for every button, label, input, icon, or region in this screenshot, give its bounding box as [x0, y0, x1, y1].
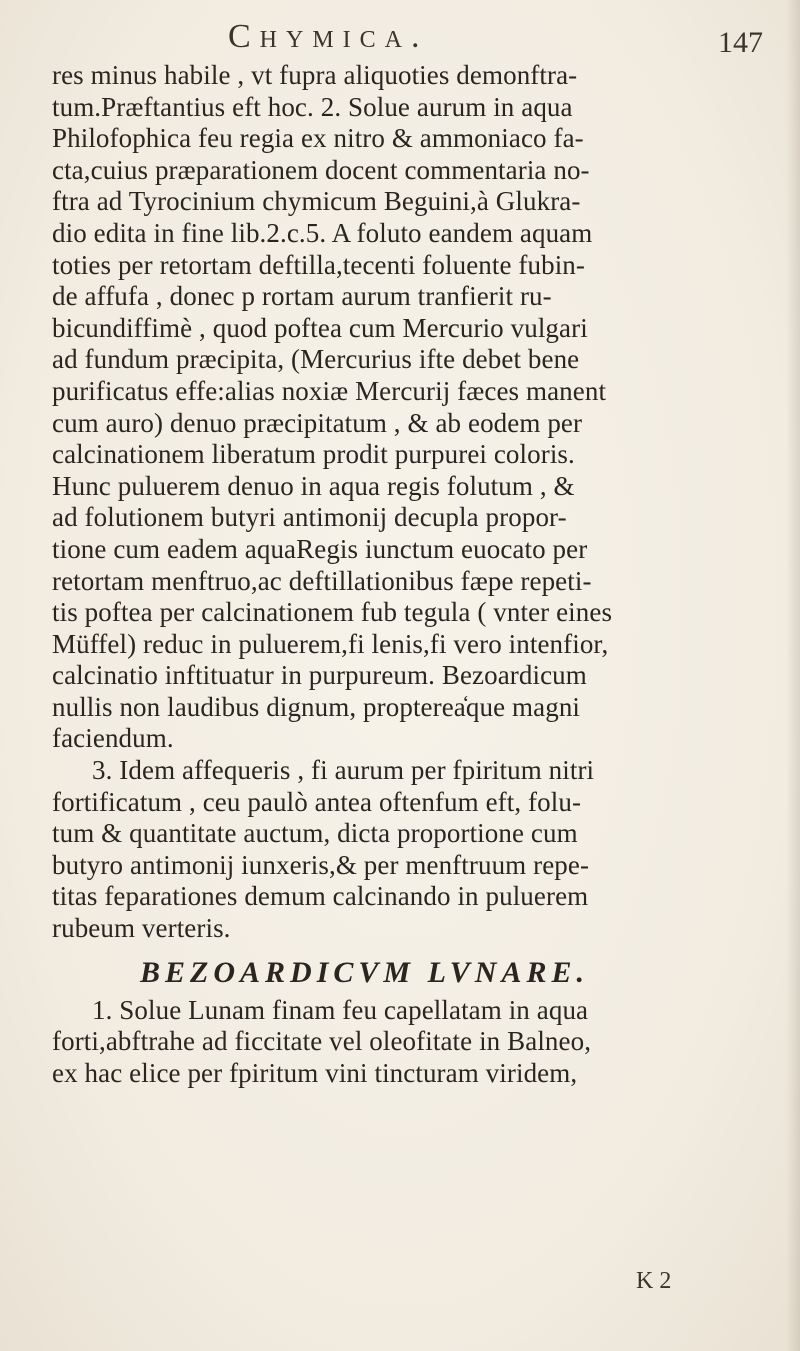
text-line: ad folutionem butyri antimonij decupla propor-: [52, 502, 567, 533]
text-line: purificatus effe:alias noxiæ Mercurij fæces manent: [52, 375, 607, 406]
text-line: Philofophica feu regia ex nitro & ammoniaco fa-: [52, 123, 584, 154]
text-line: dio edita in fine lib.2.c.5. A foluto eandem aquam: [52, 217, 593, 248]
text-line: nullis non laudibus dignum, propterea̒que magni: [52, 691, 581, 722]
text-line: ad fundum præcipita, (Mercurius ifte debet bene: [52, 344, 580, 375]
text-line: bicundiffimè , quod poftea cum Mercurio vulgari: [52, 312, 588, 343]
text-line: de affufa , donec p rortam aurum tranfierit ru-: [52, 281, 552, 312]
text-line: tum.Præftantius eft hoc. 2. Solue aurum in aqua: [52, 91, 573, 122]
text-line: tis poftea per calcinationem fub tegula ( vnter eines: [52, 597, 613, 628]
text-line: forti,abftrahe ad ficcitate vel oleofitate in Balneo,: [52, 1026, 592, 1057]
text-line: retortam menftruo,ac deftillationibus fæpe repeti-: [52, 565, 592, 596]
section-heading: BEZOARDICVM LVNARE.: [140, 955, 589, 989]
text-line: cum auro) denuo præcipitatum , & ab eodem per: [52, 407, 583, 438]
page-edge-shadow: [786, 0, 800, 1351]
running-head-title: Chymica.: [228, 18, 429, 55]
text-line: res minus habile , vt fupra aliquoties demonftra-: [52, 60, 578, 90]
page-number: 147: [718, 26, 763, 59]
signature-mark: K 2: [636, 1268, 672, 1294]
main-text: [52, 60, 772, 1089]
text-line: calcinationem liberatum prodit purpurei coloris.: [52, 439, 575, 470]
text-line: toties per retortam deftilla,tecenti foluente fubin-: [52, 249, 585, 280]
running-head: [0, 12, 800, 59]
text-line: tum & quantitate auctum, dicta proportione cum: [52, 818, 578, 849]
text-line: titas feparationes demum calcinando in puluerem: [52, 881, 589, 912]
text-line: tione cum eadem aquaRegis iunctum euocato per: [52, 533, 588, 564]
text-line: cta,cuius præparationem docent commentaria no-: [52, 154, 590, 185]
text-line: ftra ad Tyrocinium chymicum Beguini,à Glukra-: [52, 186, 581, 217]
text-line: Hunc puluerem denuo in aqua regis folutum , &: [52, 470, 575, 501]
text-line: 3. Idem affequeris , fi aurum per fpiritum nitri: [92, 755, 595, 786]
text-line: 1. Solue Lunam finam feu capellatam in aqua: [92, 994, 589, 1025]
text-line: ex hac elice per fpiritum vini tincturam viridem,: [52, 1057, 578, 1088]
text-line: faciendum.: [52, 723, 174, 754]
text-line: Müffel) reduc in puluerem,fi lenis,fi vero intenfior,: [52, 628, 609, 659]
text-line: butyro antimonij iunxeris,& per menftruum repe-: [52, 849, 590, 880]
text-line: calcinatio inftituatur in purpureum. Bezoardicum: [52, 660, 587, 691]
text-line: rubeum verteris.: [52, 913, 231, 944]
text-line: fortificatum , ceu paulò antea oftenfum eft, folu-: [52, 786, 582, 817]
